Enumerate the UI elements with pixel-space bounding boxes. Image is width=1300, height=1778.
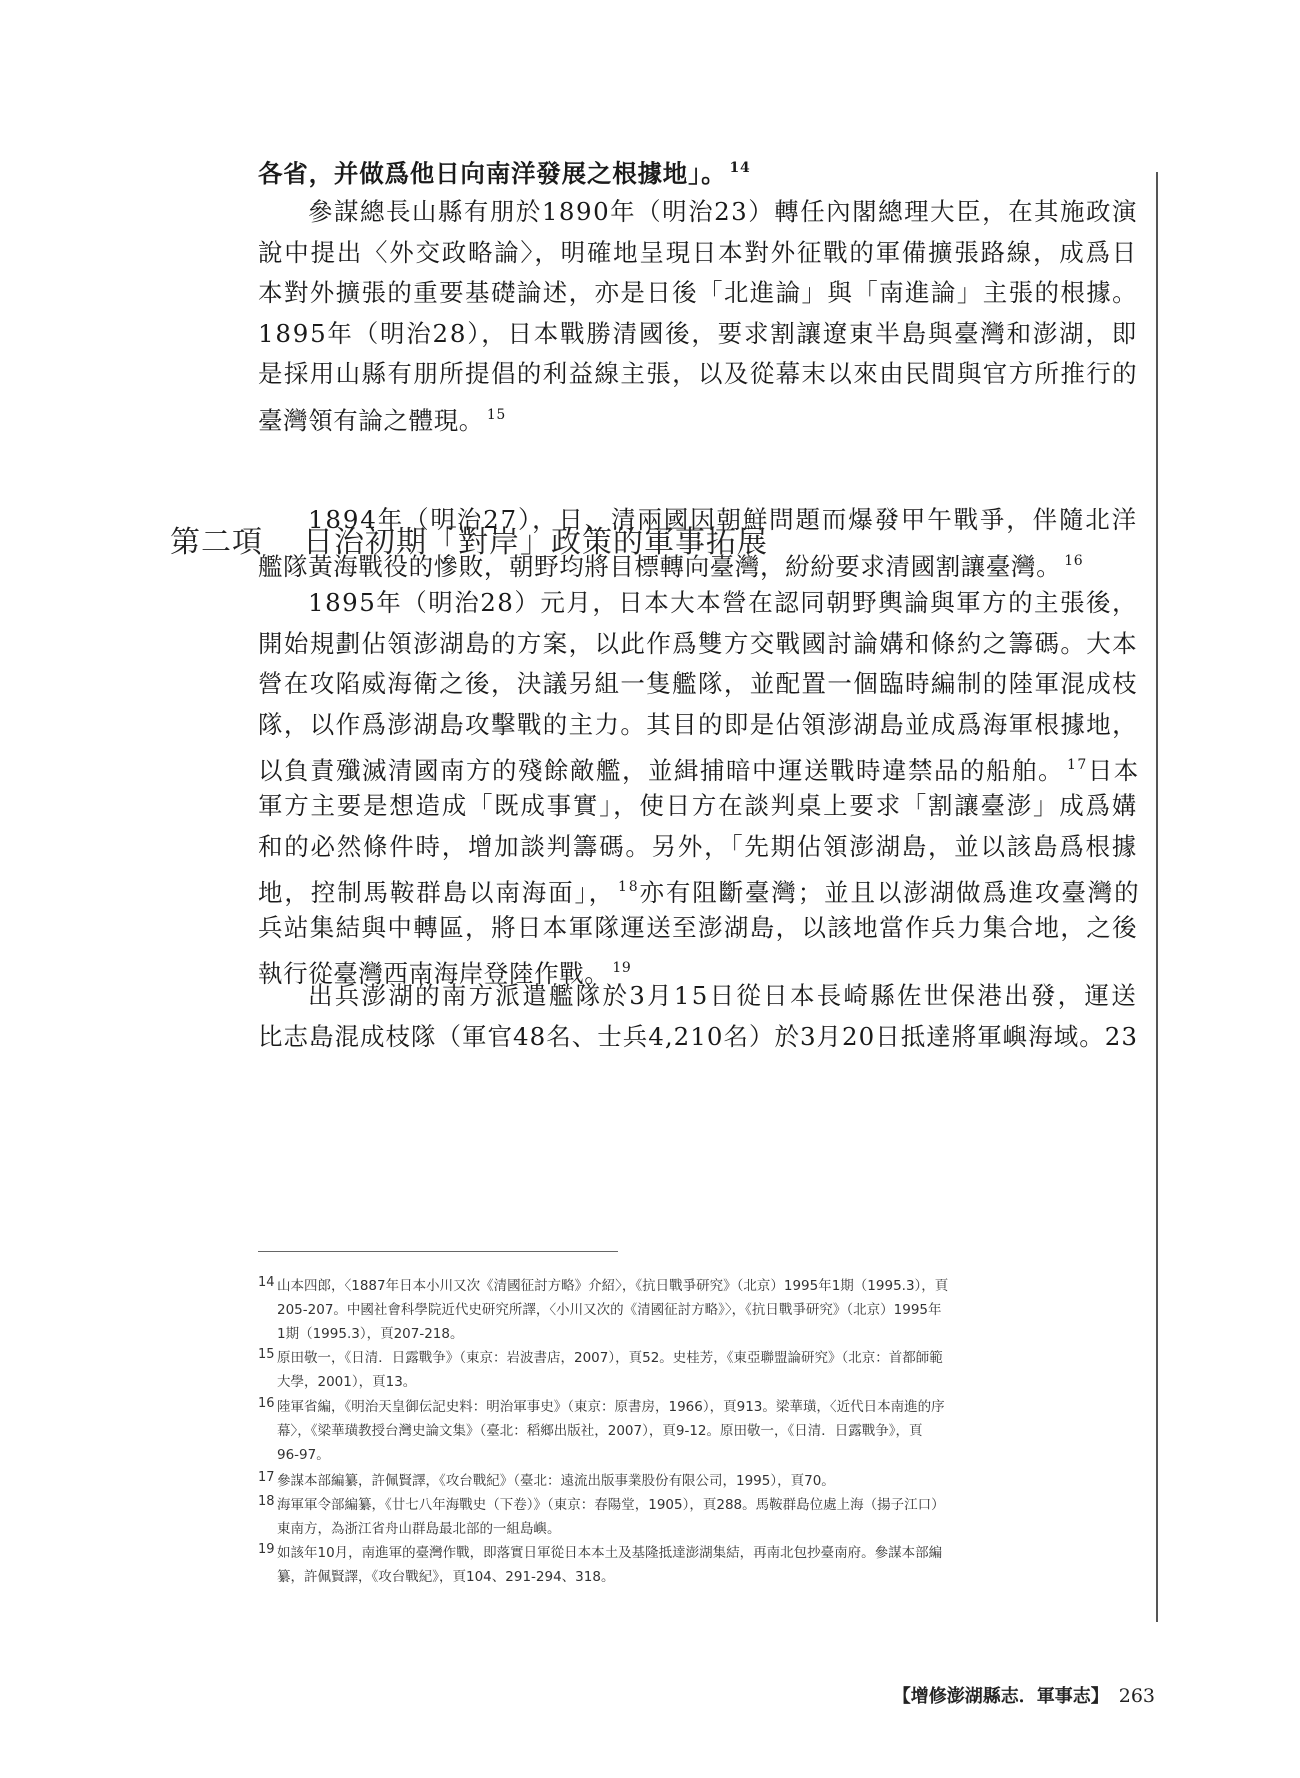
line-text: 兵站集結與中轉區，將日本軍隊運送至澎湖島，以該地當作兵力集合地，之後	[258, 912, 1138, 942]
footnote-text: 原田敬一，《日清．日露戰争》（東京：岩波書店，2007），頁52。史桂芳，《東亞聯盟論研究》（北京：首都師範	[277, 1350, 943, 1366]
footnote-text: 205-207。中國社會科學院近代史研究所譯，〈小川又次的《清國征討方略》〉，《抗日戰爭研究》（北京）1995年	[277, 1302, 942, 1318]
paragraph-line	[308, 587, 1138, 619]
paragraph-line	[308, 196, 1138, 228]
line-text: 營在攻陷威海衛之後，決議另組一隻艦隊，並配置一個臨時編制的陸軍混成枝	[258, 669, 1138, 699]
line-text: 以負責殲滅清國南方的殘餘敵艦，並緝捕暗中運送戰時違禁品的船舶。	[258, 756, 1064, 786]
footnote-text: 96-97。	[277, 1447, 330, 1463]
line-text: 臺灣領有論之體現。	[258, 406, 484, 435]
paragraph-line	[258, 237, 1138, 269]
footnote-ref[interactable]: 14	[729, 160, 751, 176]
section-heading-label: 第二項	[170, 525, 263, 560]
footnote-text: 東南方，為浙江省舟山群島最北部的一組島嶼。	[277, 1521, 561, 1537]
footnote-ref[interactable]: 16	[1064, 552, 1084, 569]
footnote-text: 1期（1995.3），頁207-218。	[277, 1326, 464, 1342]
footnote-ref[interactable]: 18	[617, 879, 640, 896]
footnote-text: 幕〉，《梁華璜教授台灣史論文集》（臺北：稻鄉出版社，2007），頁9-12。原田敬一，《日清．日露戰争》，頁	[277, 1423, 923, 1439]
line-text: 說中提出〈外交政略論〉，明確地呈現日本對外征戰的軍備擴張路線，成爲日	[258, 237, 1138, 267]
line-text: 本對外擴張的重要基礎論述，亦是日後「北進論」與「南進論」主張的根據。	[258, 278, 1138, 308]
line-text: 1894年（明治27），日、清兩國因朝鮮問題而爆發甲午戰爭，伴隨北洋	[308, 505, 1138, 534]
footnote-text: 如該年10月，南進軍的臺灣作戰，即落實日軍從日本本土及基隆抵達澎湖集結，再南北包抄臺南府。參謀本部編	[277, 1545, 943, 1561]
paragraph-line	[258, 628, 1138, 660]
footnote-number: 19	[258, 1542, 275, 1557]
paragraph-line	[258, 912, 1138, 944]
line-text: 參謀總長山縣有朋於1890年（明治23）轉任內閣總理大臣，在其施政演	[308, 197, 1138, 226]
line-text: 開始規劃佔領澎湖島的方案，以此作爲雙方交戰國討論媾和條約之籌碼。大本	[258, 628, 1138, 658]
line-text: 是採用山縣有朋所提倡的利益線主張，以及從幕末以來由民間與官方所推行的	[258, 359, 1138, 389]
footnote-ref[interactable]: 19	[612, 960, 632, 977]
running-title: 【增修澎湖縣志．軍事志】	[892, 1686, 1109, 1707]
footnote-ref[interactable]: 17	[1066, 757, 1088, 774]
line-text: 執行從臺灣西南海岸登陸作戰。	[258, 959, 610, 989]
margin-rule	[1156, 172, 1158, 1622]
footnote-text: 陸軍省編，《明治天皇御伝記史料：明治軍事史》（東京：原書房，1966），頁913。梁華璜，〈近代日本南進的序	[277, 1399, 945, 1415]
paragraph-line	[258, 831, 1138, 863]
line-text-cont: 亦有阻斷臺灣；並且以澎湖做爲進攻臺灣的	[639, 878, 1141, 908]
line-text: 艦隊黃海戰役的慘敗，朝野均將目標轉向臺灣，紛紛要求清國割讓臺灣。	[258, 551, 1062, 581]
footnote-number: 17	[258, 1470, 275, 1485]
paragraph-line	[258, 790, 1138, 822]
footnote-ref[interactable]: 15	[486, 407, 506, 423]
footnote-number: 14	[258, 1275, 275, 1290]
line-text: 1895年（明治28），日本戰勝清國後，要求割讓遼東半島與臺灣和澎湖，即	[258, 318, 1138, 348]
paragraph-line	[258, 358, 1138, 390]
page-number: 263	[1118, 1685, 1155, 1707]
paragraph-line	[258, 277, 1138, 309]
line-text: 各省，并做爲他日向南洋發展之根據地」。	[258, 159, 727, 188]
paragraph-line	[258, 749, 1140, 787]
section-heading-title: 日治初期「對岸」政策的軍事拓展	[303, 525, 768, 560]
paragraph-line	[308, 980, 1138, 1012]
footnote-divider	[258, 1251, 618, 1252]
line-text: 比志島混成枝隊（軍官48名、士兵4,210名）於3月20日抵達將軍嶼海域。23	[258, 1021, 1138, 1051]
footnote-text: 參謀本部編纂，許佩賢譯，《攻台戰紀》（臺北：遠流出版事業股份有限公司，1995），頁70。	[277, 1473, 835, 1489]
footnote-number: 15	[258, 1347, 275, 1362]
footnote-text: 山本四郎，〈1887年日本小川又次《清國征討方略》介紹〉，《抗日戰爭研究》（北京）1995年1期（1995.3），頁	[277, 1278, 949, 1294]
line-text: 和的必然條件時，增加談判籌碼。另外，「先期佔領澎湖島，並以該島爲根據	[258, 831, 1138, 861]
footnote-number: 16	[258, 1396, 275, 1411]
footnote-text: 海軍軍令部編纂，《廿七八年海戰史（下卷）》（東京：春陽堂，1905），頁288。馬鞍群島位處上海（揚子江口）	[277, 1497, 945, 1513]
footnote-text: 纂，許佩賢譯，《攻台戰紀》，頁104、291-294、318。	[277, 1569, 615, 1585]
line-text: 地，控制馬鞍群島以南海面」，	[258, 878, 615, 908]
line-text: 1895年（明治28）元月，日本大本營在認同朝野輿論與軍方的主張後，	[308, 588, 1138, 617]
line-text: 出兵澎湖的南方派遣艦隊於3月15日從日本長崎縣佐世保港出發，運送	[308, 981, 1138, 1010]
line-text: 隊，以作爲澎湖島攻擊戰的主力。其目的即是佔領澎湖島並成爲海軍根據地，	[258, 709, 1138, 739]
quote-line	[258, 152, 751, 190]
paragraph-line	[258, 709, 1138, 741]
line-text-cont: 日本	[1087, 756, 1140, 786]
page-footer	[893, 1682, 1155, 1708]
paragraph-line	[258, 871, 1141, 909]
paragraph-line	[258, 668, 1138, 700]
paragraph-line	[258, 399, 506, 437]
paragraph-line	[258, 318, 1138, 350]
footnote-text: 大學，2001），頁13。	[277, 1374, 417, 1390]
line-text: 軍方主要是想造成「既成事實」，使日方在談判桌上要求「割讓臺澎」成爲媾	[258, 791, 1138, 820]
footnote-number: 18	[258, 1494, 275, 1509]
paragraph-line	[258, 1021, 1138, 1053]
section-heading	[170, 523, 768, 563]
